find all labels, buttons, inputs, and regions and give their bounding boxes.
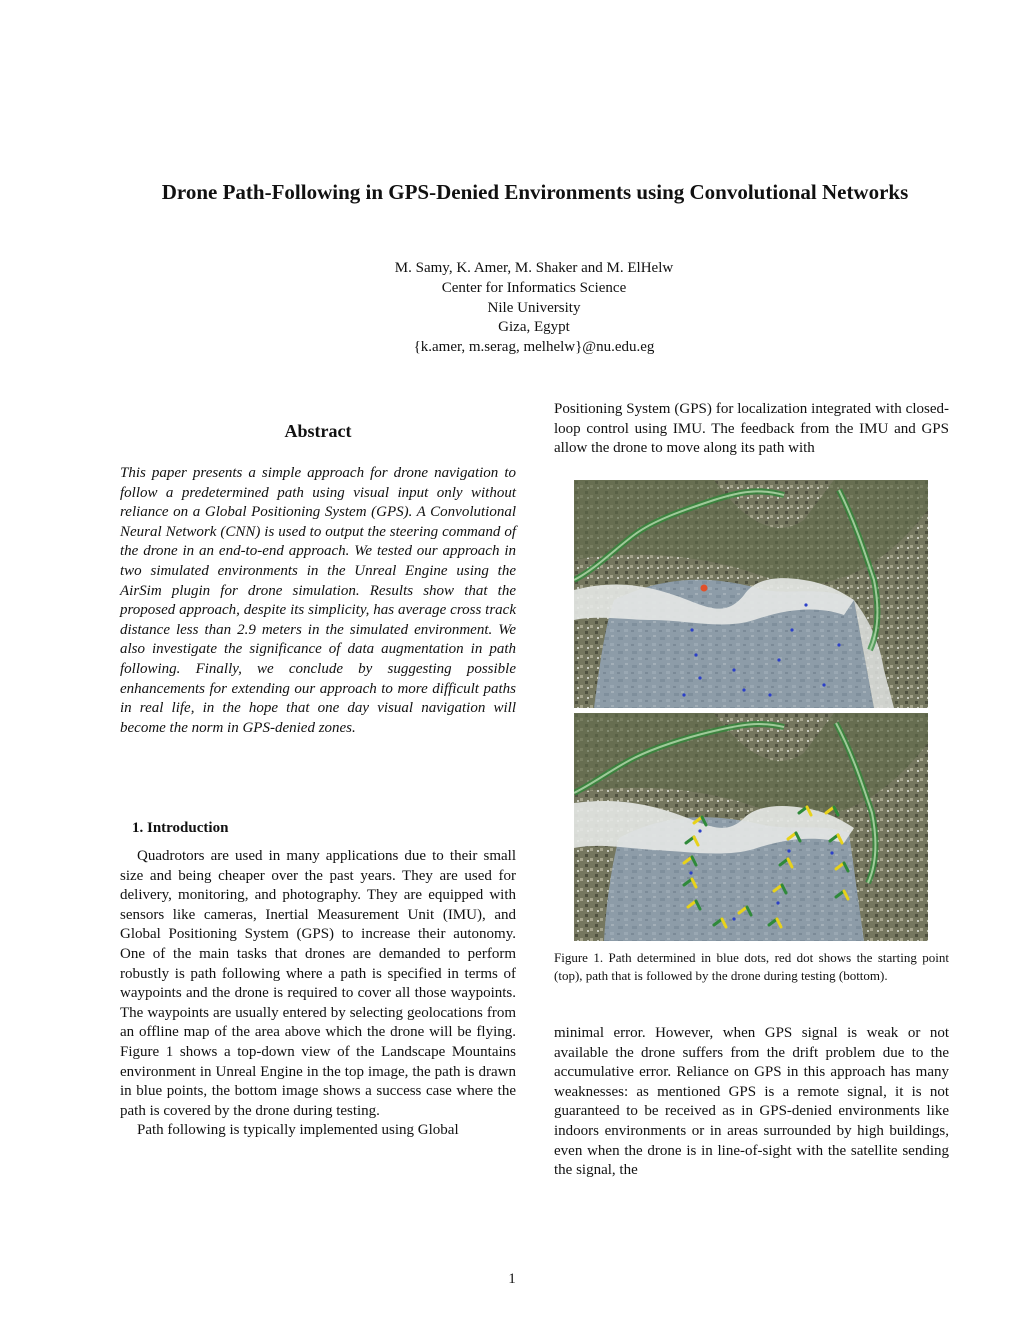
author-location: Giza, Egypt (498, 319, 570, 336)
abstract-text: This paper presents a simple approach for drone navigation to follow a predetermined path using visual input only without reliance on a Global Positioning System (GPS). A Convolutional Neural Network (CNN) is used to output the steering command of the drone in an end-to-end approach. We tested our approach in two simulated environments in the Unreal Engine using the AirSim plugin for drone simulation. Results show that the proposed approach, despite its simplicity, has average cross track distance less than 2.9 meters in the simulated environment. We also investigate the significance of data augmentation in path following. Finally, we conclude by suggesting possible enhancements for extending our approach to more difficult paths in real life, in the hope that one day visual navigation will become the norm in GPS-denied zones. (120, 465, 516, 736)
figure-1 (574, 480, 928, 941)
introduction-left-column (120, 847, 516, 1141)
author-names: M. Samy, K. Amer, M. Shaker and M. ElHelw (394, 260, 674, 276)
figure-top-image (574, 480, 928, 708)
page-number: 1 (508, 1271, 516, 1287)
author-center: Center for Informatics Science (441, 279, 627, 296)
author-emails: {k.amer, m.serag, melhelw}@nu.edu.eg (413, 339, 655, 356)
author-block (200, 259, 868, 358)
introduction-continued-bottom: minimal error. However, when GPS signal is weak or not available the drone suffers from the drift problem due to the accumulative error. Reliance on GPS in this approach has many weaknesses: as mentioned GPS is a remote signal, it is not guaranteed to be received as in GPS-denied environments like indoors environments or in areas surrounded by high buildings, even when the drone is in line-of-sight with the satellite sending the signal, the (554, 1025, 949, 1179)
figure-1-caption: Figure 1. Path determined in blue dots, red dot shows the starting point (top), path that is followed by the drone during testing (bottom). (554, 950, 949, 983)
figure-bottom-image (574, 713, 928, 941)
paper-title: Drone Path-Following in GPS-Denied Environments using Convolutional Networks (161, 180, 909, 204)
introduction-paragraph-2: Path following is typically implemented using Global (137, 1122, 459, 1139)
introduction-paragraph-1: Quadrotors are used in many applications due to their small size and being cheaper over the past years. They are used for delivery, monitoring, and photography. They are equipped with sensors like cameras, Inertial Measurement Unit (IMU), and Global Positioning System (GPS) to increase their autonomy. One of the main tasks that drones are demanded to perform robustly is path following where a path is specified in terms of waypoints and the drone is required to cover all those waypoints. The waypoints are usually entered by selecting geolocations from an offline map of the area above which the drone will be flying. Figure 1 shows a top-down view of the Landscape Mountains environment in Unreal Engine in the top image, the path is drawn in blue points, the bottom image shows a success case where the path is covered by the drone during testing. (120, 848, 516, 1119)
abstract-heading: Abstract (284, 421, 352, 441)
introduction-heading: 1. Introduction (132, 820, 229, 836)
introduction-continued-top: Positioning System (GPS) for localization integrated with closed-loop control using IMU. The feedback from the IMU and GPS allow the drone to move along its path with (554, 401, 949, 457)
figure-1-images (574, 480, 928, 941)
author-university: Nile University (487, 299, 581, 316)
